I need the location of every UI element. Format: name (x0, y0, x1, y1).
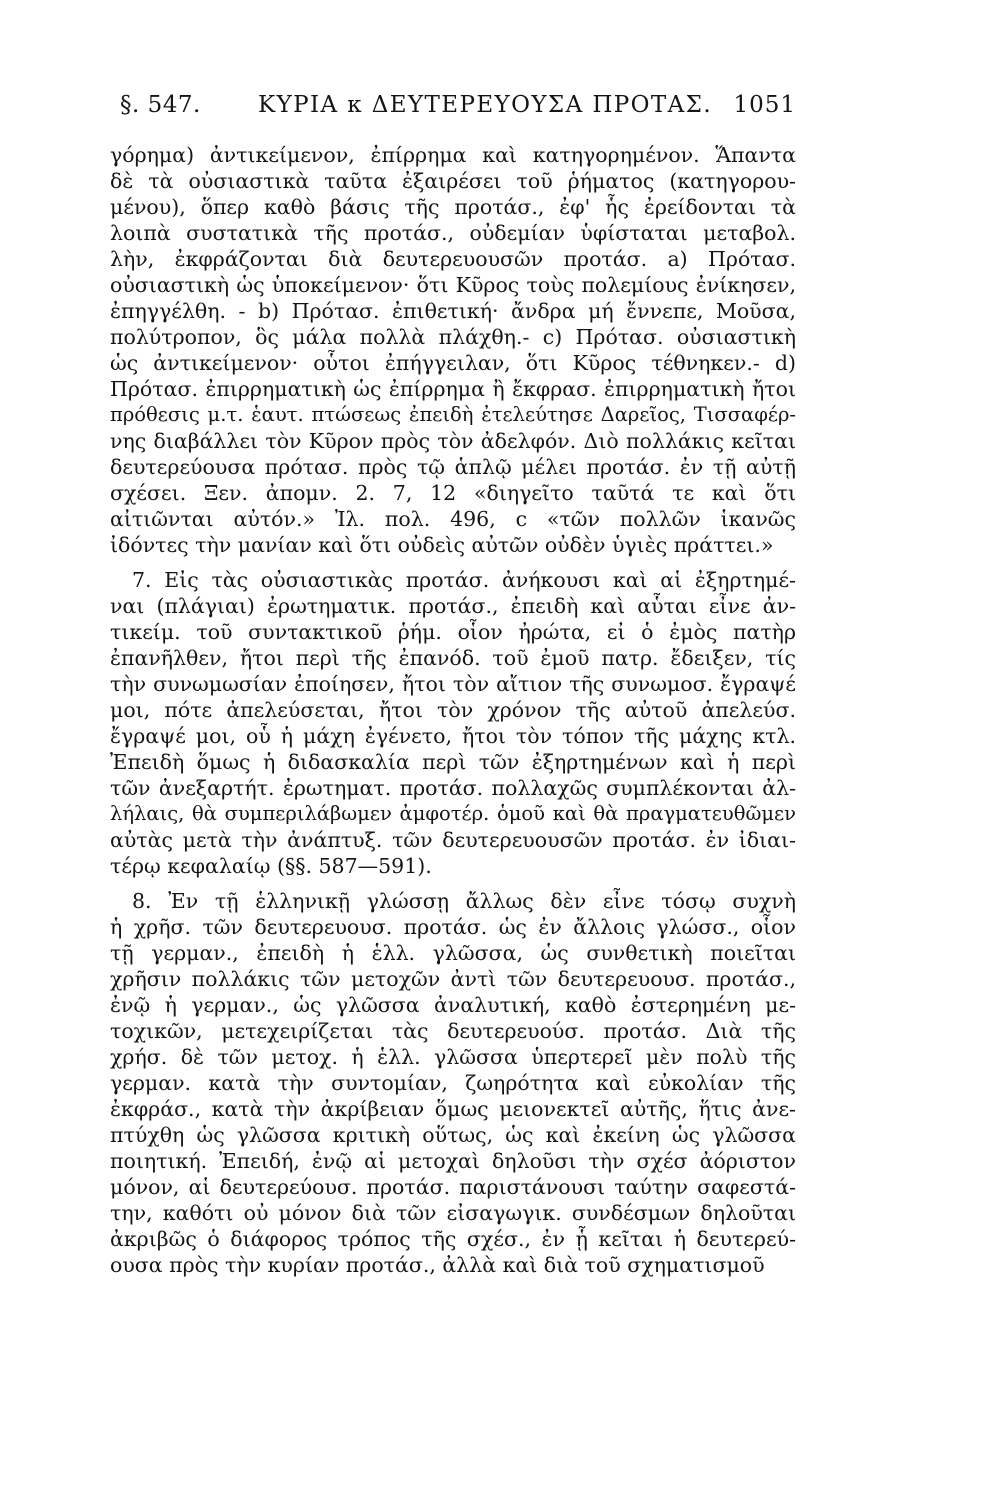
text-line: γόρημα) ἀντικείμενον, ἐπίρρημα καὶ κατηγορημένον. Ἅπαντα (110, 143, 796, 167)
page-body (110, 142, 796, 1278)
text-line: μένου), ὅπερ καθὸ βάσις τῆς προτάσ., ἐφ' ἧς ἐρείδονται τὰ (110, 195, 796, 219)
text-line: ἡ χρῆσ. τῶν δευτερευουσ. προτάσ. ὡς ἐν ἄλλοις γλώσσ., οἷον (110, 915, 796, 939)
text-line: ὡς ἀντικείμενον· οὗτοι ἐπήγγειλαν, ὅτι Κῦρος τέθνηκεν.- d) (110, 351, 796, 375)
text-line: χρήσ. δὲ τῶν μετοχ. ἡ ἑλλ. γλῶσσα ὑπερτερεῖ μὲν πολὺ τῆς (110, 1045, 796, 1069)
text-line: αὐτὰς μετὰ τὴν ἀνάπτυξ. τῶν δευτερευουσῶν προτάσ. ἐν ἰδιαι- (110, 828, 796, 852)
text-line: ποιητική. Ἐπειδή, ἐνῷ αἱ μετοχαὶ δηλοῦσι τὴν σχέσ ἀόριστον (110, 1149, 796, 1173)
text-line: πολύτροπον, ὃς μάλα πολλὰ πλάχθη.- c) Πρότασ. οὐσιαστικὴ (110, 325, 796, 349)
text-line: γερμαν. κατὰ τὴν συντομίαν, ζωηρότητα καὶ εὐκολίαν τῆς (110, 1071, 796, 1095)
paragraph (110, 142, 796, 558)
section-number: §. 547. (120, 92, 201, 118)
chapter-title: ΚΥΡΙΑ κ ΔΕΥΤΕΡΕΥΟΥΣΑ ΠΡΟΤΑΣ. (258, 92, 713, 118)
page-number: 1051 (733, 92, 796, 118)
text-line: μόνον, αἱ δευτερεύουσ. προτάσ. παριστάνουσι ταύτην σαφεστά- (110, 1175, 796, 1199)
text-line: ἐνῷ ἡ γερμαν., ὡς γλῶσσα ἀναλυτική, καθὸ ἐστερημένη με- (110, 993, 796, 1017)
text-line: δευτερεύουσα πρότασ. πρὸς τῷ ἁπλῷ μέλει προτάσ. ἐν τῇ αὐτῇ (110, 455, 796, 479)
text-line: δὲ τὰ οὐσιαστικὰ ταῦτα ἐξαιρέσει τοῦ ῥήματος (κατηγορου- (110, 169, 796, 193)
text-line: ἐπηγγέλθη. - b) Πρότασ. ἐπιθετική· ἄνδρα μή ἔννεπε, Μοῦσα, (110, 299, 796, 323)
text-line: αἰτιῶνται αὐτόν.» Ἰλ. πολ. 496, c «τῶν πολλῶν ἱκανῶς (110, 507, 796, 531)
text-line: ἐπανῆλθεν, ἤτοι περὶ τῆς ἐπανόδ. τοῦ ἐμοῦ πατρ. ἔδειξεν, τίς (110, 646, 796, 670)
paragraph-gap (110, 879, 796, 888)
paragraph (110, 888, 796, 1278)
text-line: 8. Ἐν τῇ ἑλληνικῇ γλώσσῃ ἄλλως δὲν εἶνε τόσῳ συχνὴ (132, 889, 796, 913)
running-header (120, 92, 796, 132)
text-line: λήλαις, θὰ συμπεριλάβωμεν ἀμφοτέρ. ὁμοῦ καὶ θὰ πραγματευθῶμεν (110, 802, 796, 825)
text-line: τῶν ἀνεξαρτήτ. ἐρωτηματ. προτάσ. πολλαχῶς συμπλέκονται ἀλ- (110, 776, 796, 800)
text-line: λὴν, ἐκφράζονται διὰ δευτερευουσῶν προτάσ. a) Πρότασ. (110, 247, 796, 271)
text-line: ἀκριβῶς ὁ διάφορος τρόπος τῆς σχέσ., ἐν ᾗ κεῖται ἡ δευτερεύ- (110, 1227, 796, 1251)
text-line: 7. Εἰς τὰς οὐσιαστικὰς προτάσ. ἀνήκουσι καὶ αἱ ἐξηρτημέ- (132, 568, 796, 592)
text-line: ἐκφράσ., κατὰ τὴν ἀκρίβειαν ὅμως μειονεκτεῖ αὐτῆς, ἥτις ἀνε- (110, 1097, 796, 1121)
text-line: ἔγραψέ μοι, οὗ ἡ μάχη ἐγένετο, ἤτοι τὸν τόπον τῆς μάχης κτλ. (110, 724, 796, 748)
text-line: Πρότασ. ἐπιρρηματικὴ ὡς ἐπίρρημα ἢ ἔκφρασ. ἐπιρρηματικὴ ἤτοι (110, 377, 796, 401)
paragraph (110, 567, 796, 879)
text-line: χρῆσιν πολλάκις τῶν μετοχῶν ἀντὶ τῶν δευτερευουσ. προτάσ., (110, 967, 796, 991)
text-line: οὐσιαστικὴ ὡς ὑποκείμενον· ὅτι Κῦρος τοὺς πολεμίους ἐνίκησεν, (110, 273, 796, 297)
text-line: τῇ γερμαν., ἐπειδὴ ἡ ἑλλ. γλῶσσα, ὡς συνθετικὴ ποιεῖται (110, 941, 796, 965)
text-line: τέρῳ κεφαλαίῳ (§§. 587—591). (110, 854, 432, 878)
text-line: μοι, πότε ἀπελεύσεται, ἤτοι τὸν χρόνον τῆς αὐτοῦ ἀπελεύσ. (110, 698, 796, 722)
text-line: πρόθεσις μ.τ. ἑαυτ. πτώσεως ἐπειδὴ ἐτελεύτησε Δαρεῖος, Τισσαφέρ- (110, 403, 796, 426)
text-line: ουσα πρὸς τὴν κυρίαν προτάσ., ἀλλὰ καὶ διὰ τοῦ σχηματισμοῦ (110, 1253, 765, 1277)
text-line: ναι (πλάγιαι) ἐρωτηματικ. προτάσ., ἐπειδὴ καὶ αὗται εἶνε ἀν- (110, 594, 796, 618)
text-line: τὴν συνωμωσίαν ἐποίησεν, ἤτοι τὸν αἴτιον τῆς συνωμοσ. ἔγραψέ (110, 672, 796, 696)
text-line: λοιπὰ συστατικὰ τῆς προτάσ., οὐδεμίαν ὑφίσταται μεταβολ. (110, 221, 796, 245)
text-line: νης διαβάλλει τὸν Κῦρον πρὸς τὸν ἀδελφόν. Διὸ πολλάκις κεῖται (110, 429, 796, 453)
text-line: την, καθότι οὐ μόνον διὰ τῶν εἰσαγωγικ. συνδέσμων δηλοῦται (110, 1201, 796, 1225)
text-line: ἰδόντες τὴν μανίαν καὶ ὅτι οὐδεὶς αὐτῶν οὐδὲν ὑγιὲς πράττει.» (110, 533, 774, 557)
text-line: πτύχθη ὡς γλῶσσα κριτικὴ οὕτως, ὡς καὶ ἐκείνη ὡς γλῶσσα (110, 1123, 796, 1147)
text-line: σχέσει. Ξεν. ἀπομν. 2. 7, 12 «διηγεῖτο ταῦτά τε καὶ ὅτι (110, 481, 796, 505)
text-line: τοχικῶν, μετεχειρίζεται τὰς δευτερευούσ. προτάσ. Διὰ τῆς (110, 1019, 796, 1043)
text-line: τικείμ. τοῦ συντακτικοῦ ῥήμ. οἷον ἠρώτα, εἰ ὁ ἐμὸς πατὴρ (110, 620, 796, 644)
paragraph-gap (110, 558, 796, 567)
text-line: Ἐπειδὴ ὅμως ἡ διδασκαλία περὶ τῶν ἐξηρτημένων καὶ ἡ περὶ (110, 750, 796, 774)
